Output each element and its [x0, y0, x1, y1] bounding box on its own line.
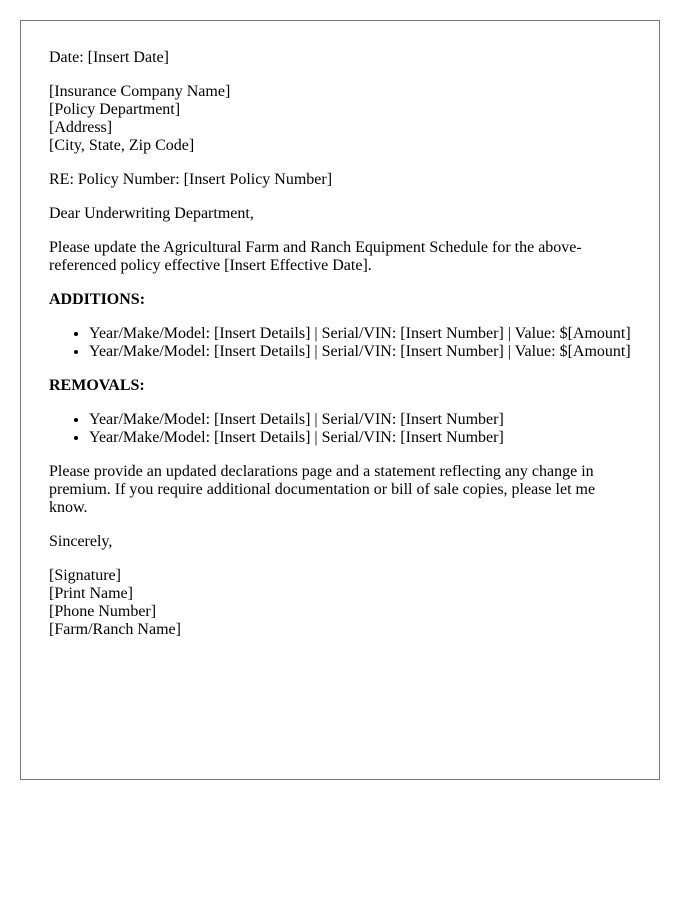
- list-item: • Year/Make/Model: [Insert Details] | Serial/VIN: [Insert Number]: [89, 411, 631, 429]
- signature-line: [Signature]: [49, 567, 121, 584]
- list-item: • Year/Make/Model: [Insert Details] | Serial/VIN: [Insert Number]: [89, 429, 631, 447]
- sign-off: Sincerely,: [49, 533, 113, 550]
- farm-name-line: [Farm/Ranch Name]: [49, 621, 181, 638]
- re-line: RE: Policy Number: [Insert Policy Number]: [49, 171, 333, 188]
- closing-paragraph: Please provide an updated declarations page and a statement reflecting any change in premium. If you require additional documentation or bill of sale copies, please let me know.: [49, 463, 596, 516]
- list-item: • Year/Make/Model: [Insert Details] | Serial/VIN: [Insert Number] | Value: $[Amount]: [89, 343, 631, 361]
- date-line: Date: [Insert Date]: [49, 49, 169, 66]
- recipient-street-address: [Address]: [49, 119, 113, 136]
- recipient-address: [49, 83, 631, 155]
- print-name-line: [Print Name]: [49, 585, 133, 602]
- letter-page: [20, 20, 660, 780]
- recipient-department: [Policy Department]: [49, 101, 181, 118]
- intro-paragraph: Please update the Agricultural Farm and Ranch Equipment Schedule for the above-referenced policy effective [Insert Effective Date].: [49, 239, 582, 274]
- recipient-city-state-zip: [City, State, Zip Code]: [49, 137, 195, 154]
- removals-list: [49, 411, 631, 447]
- additions-list: [49, 325, 631, 361]
- salutation: Dear Underwriting Department,: [49, 205, 254, 222]
- recipient-company: [Insurance Company Name]: [49, 83, 231, 100]
- additions-heading: ADDITIONS:: [49, 291, 146, 308]
- phone-number-line: [Phone Number]: [49, 603, 157, 620]
- removals-heading: REMOVALS:: [49, 377, 145, 394]
- list-item: • Year/Make/Model: [Insert Details] | Serial/VIN: [Insert Number] | Value: $[Amount]: [89, 325, 631, 343]
- signature-block: [49, 567, 631, 639]
